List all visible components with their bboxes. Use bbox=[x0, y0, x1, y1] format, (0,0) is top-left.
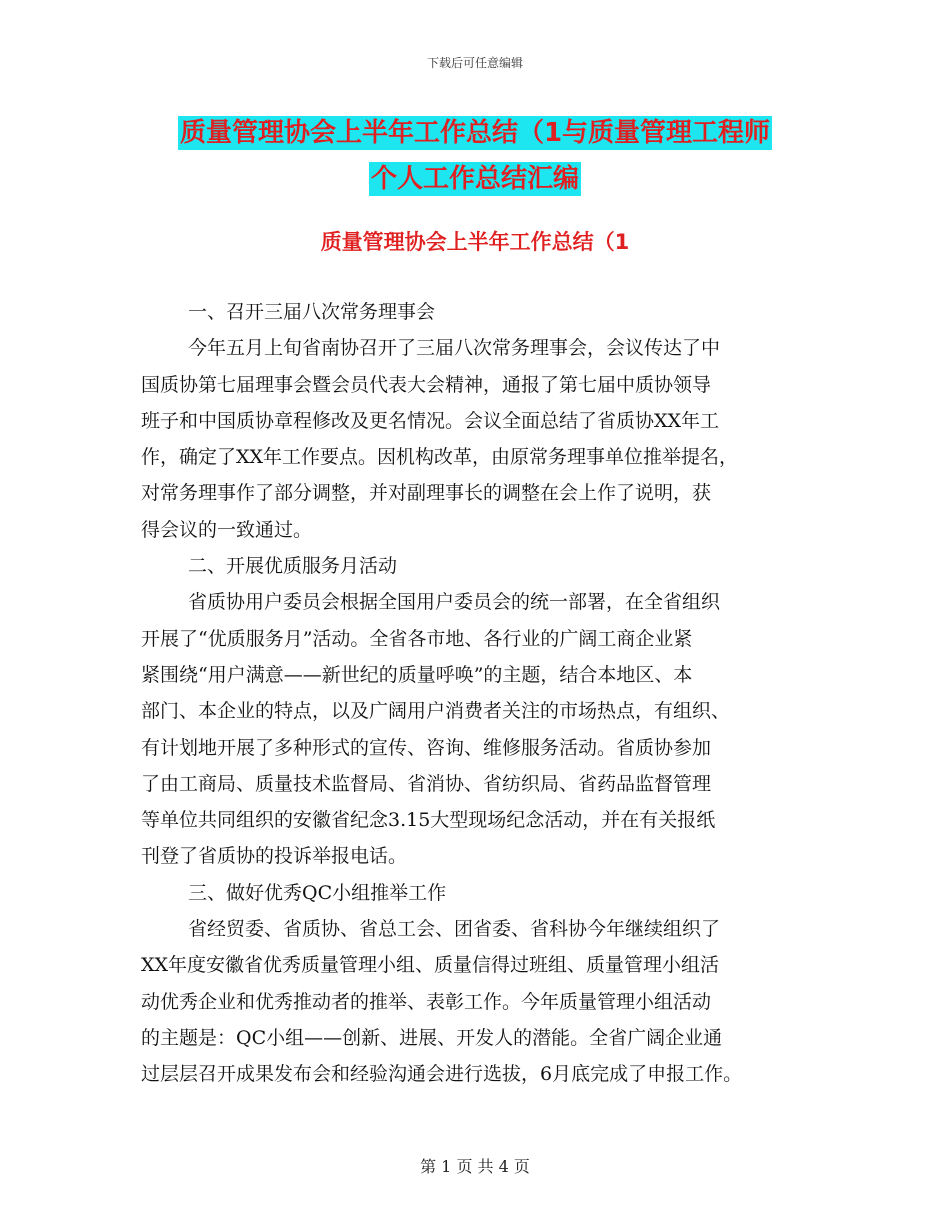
paragraph-line: 省经贸委、省质协、省总工会、团省委、省科协今年继续组织了 bbox=[188, 918, 721, 941]
paragraph-line: 班子和中国质协章程修改及更名情况。会议全面总结了省质协XX年工 bbox=[141, 409, 720, 432]
heading-1: 一、召开三届八次常务理事会 bbox=[188, 301, 436, 323]
paragraph-line: 刊登了省质协的投诉举报电话。 bbox=[141, 845, 408, 868]
paragraph-line: 今年五月上旬省南协召开了三届八次常务理事会，会议传达了中 bbox=[188, 337, 721, 360]
heading-3: 三、做好优秀QC小组推举工作 bbox=[188, 881, 447, 904]
paragraph-line: 部门、本企业的特点，以及广阔用户消费者关注的市场热点，有组织、 bbox=[141, 700, 731, 723]
body-text bbox=[141, 294, 831, 1093]
title-line-2: 个人工作总结汇编 bbox=[370, 164, 579, 194]
paragraph-line: 有计划地开展了多种形式的宣传、咨询、维修服务活动。省质协参加 bbox=[141, 736, 712, 759]
paragraph-line: 省质协用户委员会根据全国用户委员会的统一部署，在全省组织 bbox=[188, 591, 721, 614]
heading-2: 二、开展优质服务月活动 bbox=[188, 555, 398, 578]
section-title: 质量管理协会上半年工作总结（1 bbox=[320, 230, 630, 254]
document-title bbox=[140, 110, 810, 202]
title-line-1: 质量管理协会上半年工作总结（1与质量管理工程师 bbox=[179, 118, 771, 148]
paragraph-line: 动优秀企业和优秀推动者的推举、表彰工作。今年质量管理小组活动 bbox=[141, 990, 712, 1013]
paragraph-line: 国质协第七届理事会暨会员代表大会精神，通报了第七届中质协领导 bbox=[141, 373, 712, 396]
paragraph-line: 了由工商局、质量技术监督局、省消协、省纺织局、省药品监督管理 bbox=[141, 772, 712, 795]
paragraph-line: 对常务理事作了部分调整，并对副理事长的调整在会上作了说明，获 bbox=[141, 482, 712, 505]
paragraph-line: 作，确定了XX年工作要点。因机构改革，由原常务理事单位推举提名， bbox=[141, 446, 739, 469]
paragraph-line: 得会议的一致通过。 bbox=[141, 518, 313, 541]
paragraph-line: 的主题是：QC小组——创新、进展、开发人的潜能。全省广阔企业通 bbox=[141, 1026, 723, 1049]
paragraph-line: 紧围绕“用户满意——新世纪的质量呼唤”的主题，结合本地区、本 bbox=[141, 663, 693, 686]
page-footer: 第 1 页 共 4 页 bbox=[420, 1157, 530, 1176]
paragraph-line: 过层层召开成果发布会和经验沟通会进行选拔，6月底完成了申报工作。 bbox=[141, 1063, 743, 1086]
header-note: 下载后可任意编辑 bbox=[426, 56, 523, 70]
paragraph-line: 开展了“优质服务月”活动。全省各市地、各行业的广阔工商企业紧 bbox=[141, 627, 693, 650]
paragraph-line: XX年度安徽省优秀质量管理小组、质量信得过班组、质量管理小组活 bbox=[141, 954, 720, 977]
paragraph-line: 等单位共同组织的安徽省纪念3.15大型现场纪念活动，并在有关报纸 bbox=[141, 809, 716, 832]
